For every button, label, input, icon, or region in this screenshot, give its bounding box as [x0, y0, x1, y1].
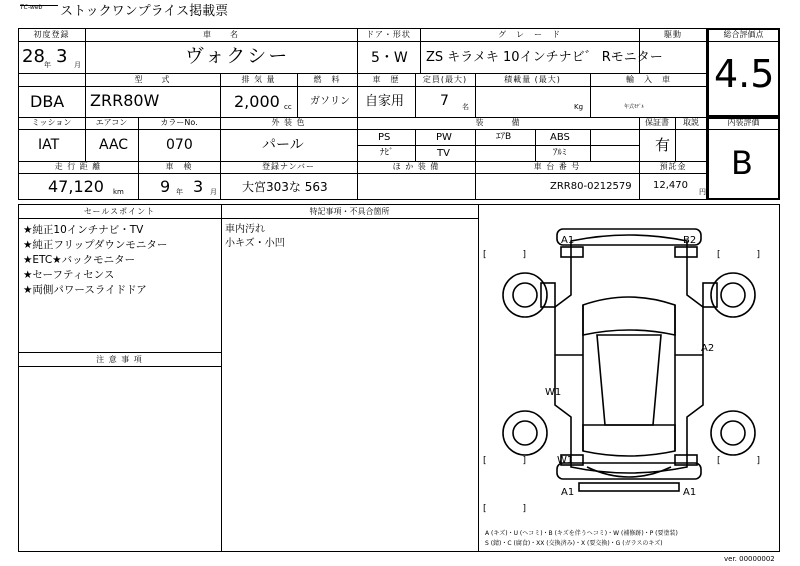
- mileage-unit: km: [113, 188, 124, 196]
- overall-score-value: 4.5: [714, 52, 775, 96]
- header-logo: [20, 5, 58, 16]
- warranty-label: 保証書: [645, 118, 669, 127]
- page-title: ストックワンプライス掲載票: [60, 4, 229, 19]
- model-label: 型 式: [134, 75, 171, 84]
- overall-score-label: 総合評価点: [723, 30, 764, 39]
- first-reg-label: 初度登録: [33, 30, 70, 39]
- equipment-abs: ABS: [550, 132, 570, 143]
- history-value: 自家用: [365, 94, 405, 109]
- displacement-label: 排 気 量: [241, 75, 276, 84]
- car-name-label: 車 名: [203, 30, 239, 39]
- import-label: 輸 入 車: [626, 75, 671, 84]
- equipment-navi: ﾅﾋﾞ: [380, 148, 394, 158]
- mission-label: ミッション: [31, 118, 72, 127]
- bracket-top-left: [ ]: [483, 250, 527, 260]
- month-value: 3: [56, 46, 68, 67]
- recycle-value: 12,470: [653, 180, 688, 191]
- color-no-label: カラーNo.: [160, 118, 198, 127]
- sales-points-label: セールスポイント: [83, 207, 156, 216]
- import-model-year: 年式ﾓﾃﾞﾙ: [624, 104, 645, 110]
- list-item: ★純正10インチナビ・TV: [23, 224, 144, 236]
- door-shape-label: ドア・形状: [366, 30, 411, 39]
- special-notes-label: 特記事項・不具合箇所: [309, 207, 390, 216]
- capacity-label: 定員(最大): [422, 75, 468, 84]
- plate-value: 大宮303な 563: [242, 180, 328, 194]
- door-value: 5・W: [371, 50, 408, 66]
- interior-score-value: B: [731, 144, 753, 182]
- other-equipment-label: ほ か 装 備: [392, 162, 440, 171]
- exterior-color-label: 外 装 色: [271, 118, 306, 127]
- sales-points-list: [23, 223, 167, 298]
- history-label: 車 歴: [372, 75, 400, 84]
- logo-text: TC-web: [20, 4, 43, 11]
- equipment-alumi: ｱﾙﾐ: [553, 148, 567, 158]
- plate-label: 登録ナンバー: [261, 162, 316, 171]
- bracket-bottom-left: [ ]: [483, 456, 527, 466]
- load-unit: Kg: [574, 103, 584, 111]
- equipment-airbag: ｴｱB: [496, 132, 512, 142]
- list-item: ★両側パワースライドドア: [23, 284, 147, 296]
- interior-score-label: 内装評価: [727, 118, 760, 127]
- warranty-value: 有: [655, 136, 671, 154]
- year-unit: 年: [44, 61, 51, 69]
- bracket-bottom-right: [ ]: [717, 456, 761, 466]
- inspection-year: 9: [160, 177, 171, 196]
- mileage-label: 走 行 距 離: [54, 162, 102, 171]
- month-unit: 月: [74, 61, 81, 69]
- displacement-unit: cc: [284, 103, 292, 111]
- equipment-tv: TV: [437, 148, 450, 159]
- inspection-year-unit: 年: [176, 188, 183, 196]
- recycle-label: 預託金: [659, 162, 687, 171]
- car-damage-diagram: [479, 205, 779, 551]
- grade-value: ZS キラメキ 10インチナビ゛ Rモニター: [426, 50, 663, 65]
- bracket-legend: [ ]: [483, 504, 527, 514]
- mark-left-side: W1: [545, 387, 562, 398]
- chassis-label: 車 台 番 号: [533, 162, 581, 171]
- mark-rear-left-top: W1: [557, 455, 574, 466]
- chassis-value: ZRR80-0212579: [550, 181, 632, 192]
- inspection-month-unit: 月: [210, 188, 217, 196]
- mark-rear-right: A1: [683, 487, 697, 498]
- fuel-label: 燃 料: [313, 75, 341, 84]
- equipment-pw: PW: [436, 132, 452, 143]
- list-item: 車内汚れ: [225, 224, 265, 235]
- mission-value: IAT: [38, 137, 60, 153]
- list-item: 小キズ・小凹: [225, 238, 285, 249]
- condition-label: 取説: [683, 118, 699, 127]
- drive-label: 駆動: [664, 30, 682, 39]
- list-item: ★純正フリップダウンモニター: [23, 239, 168, 251]
- grade-label: グ レ ー ド: [498, 30, 561, 39]
- list-item: ★ETC★バックモニター: [23, 254, 136, 266]
- aircon-label: エアコン: [95, 118, 128, 127]
- mark-front-left: A1: [561, 235, 575, 246]
- cautions-label: 注 意 事 項: [96, 355, 143, 364]
- car-name-value: ヴォクシー: [185, 45, 290, 67]
- mark-front-right: B2: [683, 235, 697, 246]
- mark-rear-left: A1: [561, 487, 575, 498]
- fuel-value: ガソリン: [310, 96, 350, 107]
- model-prefix-value: DBA: [30, 92, 65, 111]
- inspection-month: 3: [193, 177, 204, 196]
- special-notes-list: [225, 223, 285, 251]
- displacement-value: 2,000: [234, 92, 280, 111]
- legend-line-2: S (錆)・C (腐食)・XX (交換済み)・X (要交換)・G (ガラスのキズ): [485, 540, 663, 547]
- equipment-ps: PS: [378, 132, 391, 143]
- inspection-label: 車 検: [165, 162, 193, 171]
- aircon-value: AAC: [99, 137, 129, 153]
- recycle-unit: 円: [699, 188, 706, 196]
- bracket-top-right: [ ]: [717, 250, 761, 260]
- year-value: 28: [22, 46, 45, 67]
- version-text: ver. 00000002: [724, 555, 775, 563]
- capacity-value: 7: [440, 93, 449, 109]
- legend-line-1: A (キズ)・U (ヘコミ)・B (キズを伴うヘコミ)・W (補修跡)・P (要塗装): [485, 530, 678, 537]
- mileage-value: 47,120: [48, 177, 104, 196]
- list-item: ★セーフティセンス: [23, 269, 115, 281]
- exterior-color-value: パール: [262, 137, 304, 153]
- color-no-value: 070: [166, 137, 193, 153]
- model-value: ZRR80W: [90, 91, 160, 110]
- load-label: 積載量 (最大): [504, 75, 561, 84]
- mark-right-side: A2: [701, 343, 715, 354]
- capacity-unit: 名: [462, 103, 469, 111]
- equipment-label: 装 備: [475, 118, 521, 127]
